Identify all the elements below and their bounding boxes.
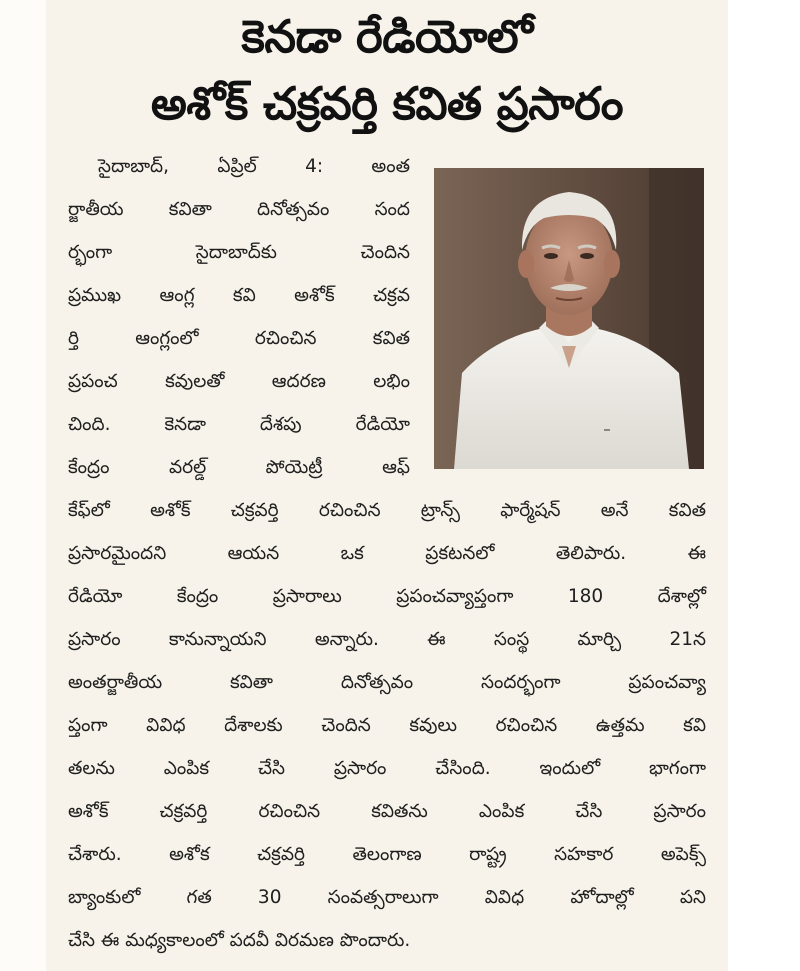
body-line: చేశారు. అశోక చక్రవర్తి తెలంగాణ రాష్ట్ర సహకార అపెక్స్ xyxy=(68,844,706,865)
portrait-illustration xyxy=(434,168,704,469)
body-line: కేఫ్‌లో అశోక్ చక్రవర్తి రచించిన ట్రాన్స్ ఫార్మేషన్ అనే కవిత xyxy=(68,500,706,521)
body-line: ప్రసారం కానున్నాయని అన్నారు. ఈ సంస్థ మార్చి 21న xyxy=(68,629,706,650)
portrait-photo xyxy=(434,168,704,469)
headline-line-1: కెనడా రేడియోలో xyxy=(241,10,533,63)
page-margin-left xyxy=(0,0,46,971)
body-line: అశోక్ చక్రవర్తి రచించిన కవితను ఎంపిక చేసి ప్రసారం xyxy=(68,801,706,822)
body-line: తలను ఎంపిక చేసి ప్రసారం చేసింది. ఇందులో భాగంగా xyxy=(68,758,706,779)
body-line: బ్యాంకులో గత 30 సంవత్సరాలుగా వివిధ హోదాల్లో పని xyxy=(68,887,706,908)
body-line: చేసి ఈ మధ్యకాలంలో పదవీ విరమణ పొందారు. xyxy=(68,930,411,951)
news-article xyxy=(46,0,728,971)
body-line: రేడియో కేంద్రం ప్రసారాలు ప్రపంచవ్యాప్తంగా 180 దేశాల్లో xyxy=(68,586,706,607)
body-line: ప్రపంచ కవులతో ఆదరణ లభిం xyxy=(68,371,410,392)
body-line: ర్భంగా సైదాబాద్‌కు చెందిన xyxy=(68,242,410,263)
body-line: సైదాబాద్, ఏప్రిల్ 4: అంత xyxy=(98,156,410,177)
page-margin-right xyxy=(728,0,800,971)
body-line: కేంద్రం వరల్డ్ పోయెట్రీ ఆఫ్ xyxy=(68,457,410,478)
body-line: చింది. కెనడా దేశపు రేడియో xyxy=(68,414,410,435)
body-line: అంతర్జాతీయ కవితా దినోత్సవం సందర్భంగా ప్రపంచవ్యా xyxy=(68,672,706,693)
body-line: ప్రముఖ ఆంగ్ల కవి అశోక్ చక్రవ xyxy=(68,285,410,306)
body-line: ప్తంగా వివిధ దేశాలకు చెందిన కవులు రచించిన ఉత్తమ కవి xyxy=(68,715,706,736)
body-line: ర్జాతీయ కవితా దినోత్సవం సంద xyxy=(68,199,410,220)
body-line: ప్రసారమైందని ఆయన ఒక ప్రకటనలో తెలిపారు. ఈ xyxy=(68,543,706,564)
body-line: ర్తి ఆంగ్లంలో రచించిన కవిత xyxy=(68,328,410,349)
headline-line-2: అశోక్ చక్రవర్తి కవిత ప్రసారం xyxy=(150,77,624,130)
